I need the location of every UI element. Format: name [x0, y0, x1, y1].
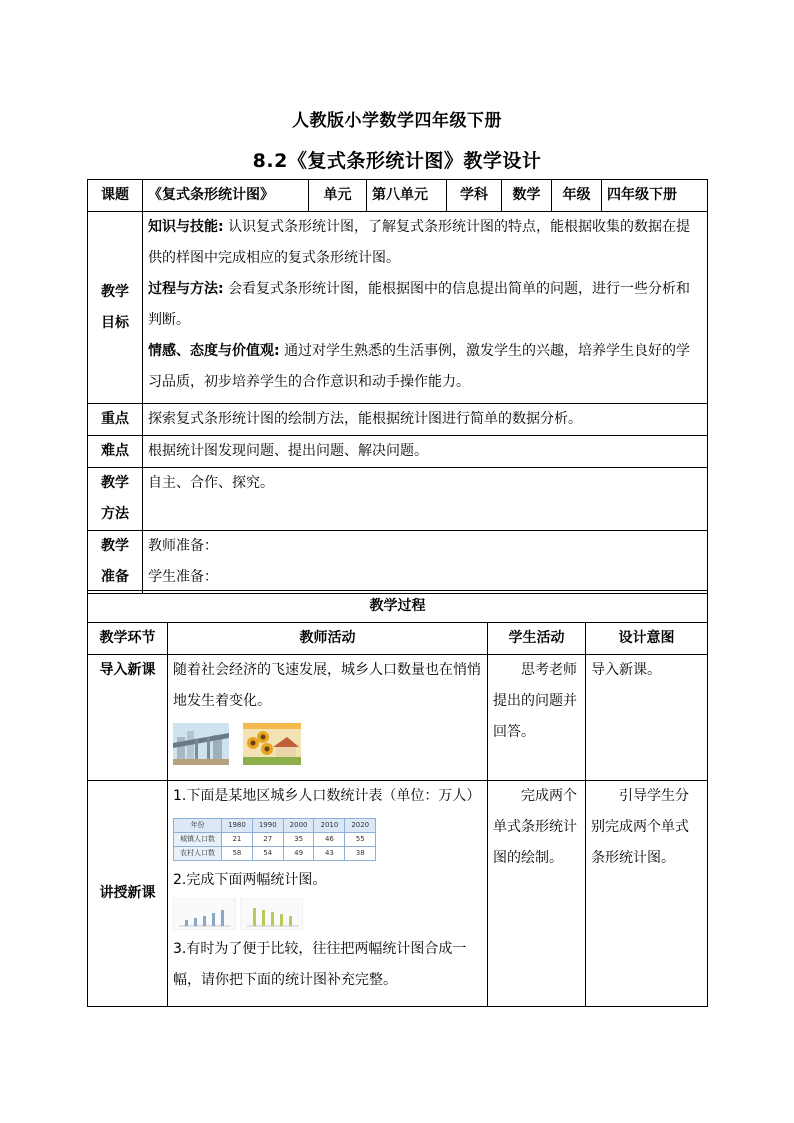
teaching-process-table: [87, 590, 708, 1007]
prep-content: 教师准备： 学生准备：: [143, 531, 708, 594]
intro-purpose: 导入新课。: [586, 655, 708, 781]
col-stage: 教学环节: [88, 623, 168, 655]
grade-value: 四年级下册: [602, 180, 708, 212]
pop-cell: 49: [283, 847, 314, 861]
subject-value: 数学: [502, 180, 552, 212]
doc-title: 8.2《复式条形统计图》教学设计: [252, 150, 542, 172]
pop-cell: 54: [252, 847, 283, 861]
process-title: 教学过程: [88, 591, 708, 623]
pop-cell: 21: [222, 833, 253, 847]
goals-label: 教学 目标: [88, 212, 143, 404]
intro-stage: 导入新课: [88, 655, 168, 781]
col-purpose: 设计意图: [586, 623, 708, 655]
pop-year: 2000: [283, 819, 314, 833]
pop-year-header: 年份: [174, 819, 222, 833]
pop-cell: 46: [314, 833, 345, 847]
subject-label: 学科: [447, 180, 502, 212]
lecture-teacher: 1.下面是某地区城乡人口数统计表（单位：万人） 年份 1980 1990 2000 2010 2020 城镇人口数 21 27 35 46 55 农村人口数 58 54 49 43 38 2.完成下面两幅统计图。 3.有时为了便于比较，往往把两幅统计图合成一幅，请你把下面的统计图补充完整。: [168, 781, 488, 1007]
grade-label: 年级: [552, 180, 602, 212]
prep-label: 教学 准备: [88, 531, 143, 594]
unit-label: 单元: [309, 180, 367, 212]
pop-year: 1980: [222, 819, 253, 833]
bridge-city-image: [173, 723, 229, 765]
pop-cell: 38: [345, 847, 376, 861]
course-label: 课题: [88, 180, 143, 212]
method-label: 教学 方法: [88, 468, 143, 531]
pop-year: 2010: [314, 819, 345, 833]
unit-value: 第八单元: [367, 180, 447, 212]
lecture-purpose: 引导学生分别完成两个单式条形统计图。: [586, 781, 708, 1007]
key-point-label: 重点: [88, 404, 143, 436]
col-teacher: 教师活动: [168, 623, 488, 655]
pop-cell: 55: [345, 833, 376, 847]
key-point-text: 探索复式条形统计图的绘制方法，能根据统计图进行简单的数据分析。: [143, 404, 708, 436]
pop-row-label: 农村人口数: [174, 847, 222, 861]
course-value: 《复式条形统计图》: [143, 180, 309, 212]
intro-teacher: 随着社会经济的飞速发展，城乡人口数量也在悄悄地发生着变化。: [168, 655, 488, 781]
village-sunflower-image: [243, 723, 301, 765]
pop-year: 1990: [252, 819, 283, 833]
col-student: 学生活动: [488, 623, 586, 655]
method-text: 自主、合作、探究。: [143, 468, 708, 531]
population-table: [173, 818, 376, 861]
intro-student: 思考老师提出的问题并回答。: [488, 655, 586, 781]
goals-content: 知识与技能: 认识复式条形统计图，了解复式条形统计图的特点，能根据收集的数据在提供的样图中完成相应的复式条形统计图。 过程与方法: 会看复式条形统计图，能根据图中的信息提出简单的问题，进行一些分析和判断。 情感、态度与价值观: 通过对学生熟悉的生活事例，激发学生的兴趣，培养学生良好的学习品质，初步培养学生的合作意识和动手操作能力。: [143, 212, 708, 404]
pop-cell: 35: [283, 833, 314, 847]
lecture-student: 完成两个单式条形统计图的绘制。: [488, 781, 586, 1007]
difficulty-text: 根据统计图发现问题、提出问题、解决问题。: [143, 436, 708, 468]
pop-row-label: 城镇人口数: [174, 833, 222, 847]
lecture-stage: 讲授新课: [88, 781, 168, 1007]
lesson-info-table: [87, 179, 708, 594]
pop-cell: 43: [314, 847, 345, 861]
doc-subtitle: 人教版小学数学四年级下册: [292, 111, 502, 131]
pop-cell: 27: [252, 833, 283, 847]
pop-cell: 58: [222, 847, 253, 861]
difficulty-label: 难点: [88, 436, 143, 468]
mini-bar-charts-image: [173, 898, 303, 930]
pop-year: 2020: [345, 819, 376, 833]
